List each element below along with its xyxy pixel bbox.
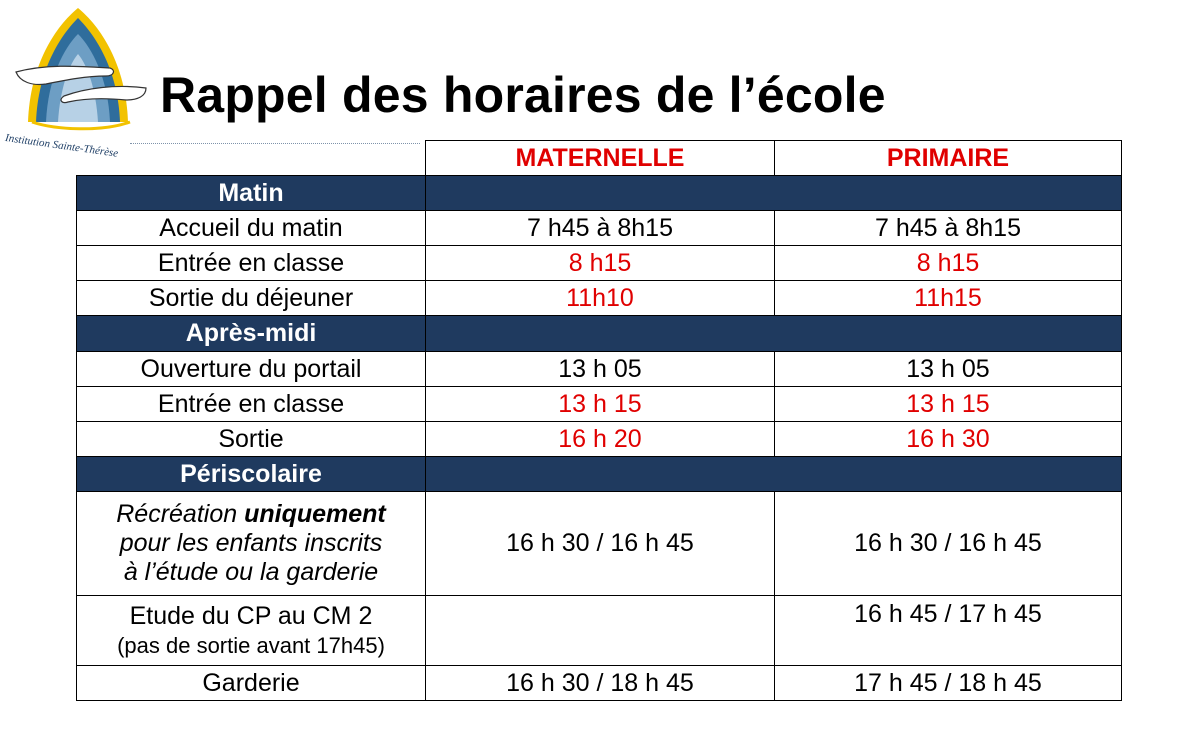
cell-primaire: 13 h 15 <box>775 387 1122 422</box>
cell-maternelle: 13 h 15 <box>426 387 775 422</box>
etude-label-line1: Etude du CP au CM 2 <box>129 601 373 630</box>
row-label-recreation <box>77 492 426 596</box>
row-label-etude <box>77 596 426 666</box>
table-row <box>77 352 1122 387</box>
logo-caption: Institution Sainte-Thérèse <box>4 132 119 160</box>
row-label: Sortie <box>77 422 426 457</box>
cell-primaire: 7 h45 à 8h15 <box>775 211 1122 246</box>
table-row <box>77 596 1122 666</box>
table-row <box>77 422 1122 457</box>
cell-maternelle: 8 h15 <box>426 246 775 281</box>
row-label: Entrée en classe <box>77 246 426 281</box>
section-row-periscolaire <box>77 457 1122 492</box>
row-label: Ouverture du portail <box>77 352 426 387</box>
cell-maternelle: 16 h 30 / 16 h 45 <box>426 492 775 596</box>
cell-primaire: 17 h 45 / 18 h 45 <box>775 666 1122 701</box>
recreation-label-line3: à l’étude ou la garderie <box>123 557 379 586</box>
column-header-primaire: PRIMAIRE <box>775 141 1122 176</box>
section-row-apres-midi <box>77 316 1122 352</box>
section-fill <box>426 176 1122 211</box>
cell-maternelle: 16 h 20 <box>426 422 775 457</box>
section-row-matin <box>77 176 1122 211</box>
school-logo <box>6 4 156 162</box>
cell-primaire: 8 h15 <box>775 246 1122 281</box>
page-title: Rappel des horaires de l’école <box>160 67 886 123</box>
cell-primaire: 16 h 30 / 16 h 45 <box>775 492 1122 596</box>
logo-arch-hands-icon <box>6 4 156 134</box>
header-empty-cell <box>77 141 426 176</box>
table-row <box>77 281 1122 316</box>
section-fill <box>426 316 1122 352</box>
table-header-row <box>77 141 1122 176</box>
cell-maternelle: 13 h 05 <box>426 352 775 387</box>
cell-maternelle <box>426 596 775 666</box>
cell-maternelle: 16 h 30 / 18 h 45 <box>426 666 775 701</box>
recreation-label-line2: pour les enfants inscrits <box>119 529 383 558</box>
table-row <box>77 387 1122 422</box>
table-row <box>77 211 1122 246</box>
cell-maternelle: 7 h45 à 8h15 <box>426 211 775 246</box>
cell-primaire: 13 h 05 <box>775 352 1122 387</box>
row-label: Accueil du matin <box>77 211 426 246</box>
cell-primaire: 16 h 30 <box>775 422 1122 457</box>
row-label: Garderie <box>77 666 426 701</box>
column-header-maternelle: MATERNELLE <box>426 141 775 176</box>
section-label-matin: Matin <box>77 176 426 211</box>
row-label: Sortie du déjeuner <box>77 281 426 316</box>
cell-maternelle: 11h10 <box>426 281 775 316</box>
cell-primaire: 11h15 <box>775 281 1122 316</box>
table-row <box>77 492 1122 596</box>
table-row <box>77 666 1122 701</box>
cell-primaire: 16 h 45 / 17 h 45 <box>775 596 1122 666</box>
recreation-label-part1: Récréation <box>116 500 245 529</box>
row-label: Entrée en classe <box>77 387 426 422</box>
table-row <box>77 246 1122 281</box>
section-label-apres-midi: Après-midi <box>77 316 426 352</box>
schedule-table <box>76 140 1122 701</box>
section-fill <box>426 457 1122 492</box>
recreation-label-bold: uniquement <box>244 500 386 529</box>
section-label-periscolaire: Périscolaire <box>77 457 426 492</box>
etude-label-line2: (pas de sortie avant 17h45) <box>117 632 385 658</box>
